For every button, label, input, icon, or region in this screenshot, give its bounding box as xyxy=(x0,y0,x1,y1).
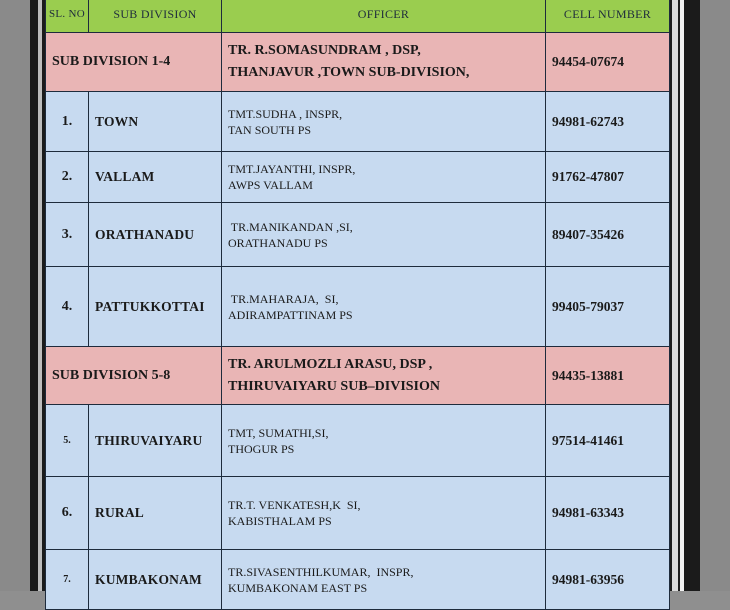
group-row xyxy=(46,347,670,405)
table-row xyxy=(46,152,670,203)
row-sl: 6. xyxy=(46,477,89,550)
group-officer xyxy=(222,33,546,92)
row-sub-division: TOWN xyxy=(89,92,222,152)
row-officer xyxy=(222,267,546,347)
row-sl: 1. xyxy=(46,92,89,152)
row-sl: 5. xyxy=(46,405,89,477)
row-officer xyxy=(222,152,546,203)
row-officer-line1: TR.T. VENKATESH,K SI, xyxy=(228,498,361,512)
row-officer-line1: TR.MANIKANDAN ,SI, xyxy=(228,219,353,234)
row-officer-line2: TAN SOUTH PS xyxy=(228,122,312,137)
frame-left-edge xyxy=(38,0,42,591)
header-sub-division: SUB DIVISION xyxy=(89,0,222,33)
group-label: SUB DIVISION 5-8 xyxy=(46,347,222,405)
row-cell-number: 94981-63956 xyxy=(546,550,670,610)
row-cell-number: 89407-35426 xyxy=(546,203,670,267)
row-officer xyxy=(222,92,546,152)
row-sub-division: VALLAM xyxy=(89,152,222,203)
frame-right-edge-light xyxy=(680,0,684,591)
table-row xyxy=(46,203,670,267)
row-officer-line2: KUMBAKONAM EAST PS xyxy=(228,580,368,595)
group-officer-line1: TR. R.SOMASUNDRAM , DSP, xyxy=(228,43,421,58)
row-cell-number: 99405-79037 xyxy=(546,267,670,347)
row-officer-line2: KABISTHALAM PS xyxy=(228,514,332,528)
row-cell-number: 94981-63343 xyxy=(546,477,670,550)
row-officer-line2: THOGUR PS xyxy=(228,441,295,456)
row-officer-line1: TR.MAHARAJA, SI, xyxy=(228,291,339,306)
row-officer xyxy=(222,477,546,550)
row-officer-line2: AWPS VALLAM xyxy=(228,178,313,192)
row-officer xyxy=(222,550,546,610)
row-officer-line1: TR.SIVASENTHILKUMAR, INSPR, xyxy=(228,564,414,579)
header-cell-number: CELL NUMBER xyxy=(546,0,670,33)
table-row xyxy=(46,92,670,152)
row-cell-number: 97514-41461 xyxy=(546,405,670,477)
row-officer-line1: TMT, SUMATHI,SI, xyxy=(228,425,329,440)
row-officer-line1: TMT.SUDHA , INSPR, xyxy=(228,106,343,121)
row-sub-division: ORATHANADU xyxy=(89,203,222,267)
row-sl: 3. xyxy=(46,203,89,267)
row-officer-line2: ADIRAMPATTINAM PS xyxy=(228,307,353,322)
group-row xyxy=(46,33,670,92)
header-sl-no: SL. NO xyxy=(46,0,89,33)
row-sub-division: THIRUVAIYARU xyxy=(89,405,222,477)
row-cell-number: 91762-47807 xyxy=(546,152,670,203)
officer-contact-table xyxy=(45,0,670,610)
group-officer-line2: THANJAVUR ,TOWN SUB-DIVISION, xyxy=(228,65,470,80)
table-row xyxy=(46,267,670,347)
group-officer-line2: THIRUVAIYARU SUB–DIVISION xyxy=(228,378,441,394)
left-margin xyxy=(0,0,30,591)
row-officer-line2: ORATHANADU PS xyxy=(228,235,328,250)
row-sl: 7. xyxy=(46,550,89,610)
header-row xyxy=(46,0,670,33)
table-row xyxy=(46,477,670,550)
row-sub-division: RURAL xyxy=(89,477,222,550)
table-row xyxy=(46,550,670,610)
row-cell-number: 94981-62743 xyxy=(546,92,670,152)
group-officer xyxy=(222,347,546,405)
frame-right-edge xyxy=(672,0,678,591)
row-officer xyxy=(222,405,546,477)
right-margin xyxy=(700,0,730,591)
row-sl: 2. xyxy=(46,152,89,203)
row-sub-division: KUMBAKONAM xyxy=(89,550,222,610)
group-label: SUB DIVISION 1-4 xyxy=(46,33,222,92)
row-sl: 4. xyxy=(46,267,89,347)
table-row xyxy=(46,405,670,477)
header-officer: OFFICER xyxy=(222,0,546,33)
row-sub-division: PATTUKKOTTAI xyxy=(89,267,222,347)
row-officer xyxy=(222,203,546,267)
row-officer-line1: TMT.JAYANTHI, INSPR, xyxy=(228,162,356,176)
group-officer-line1: TR. ARULMOZLI ARASU, DSP , xyxy=(228,356,433,372)
group-cell-number: 94454-07674 xyxy=(546,33,670,92)
group-cell-number: 94435-13881 xyxy=(546,347,670,405)
